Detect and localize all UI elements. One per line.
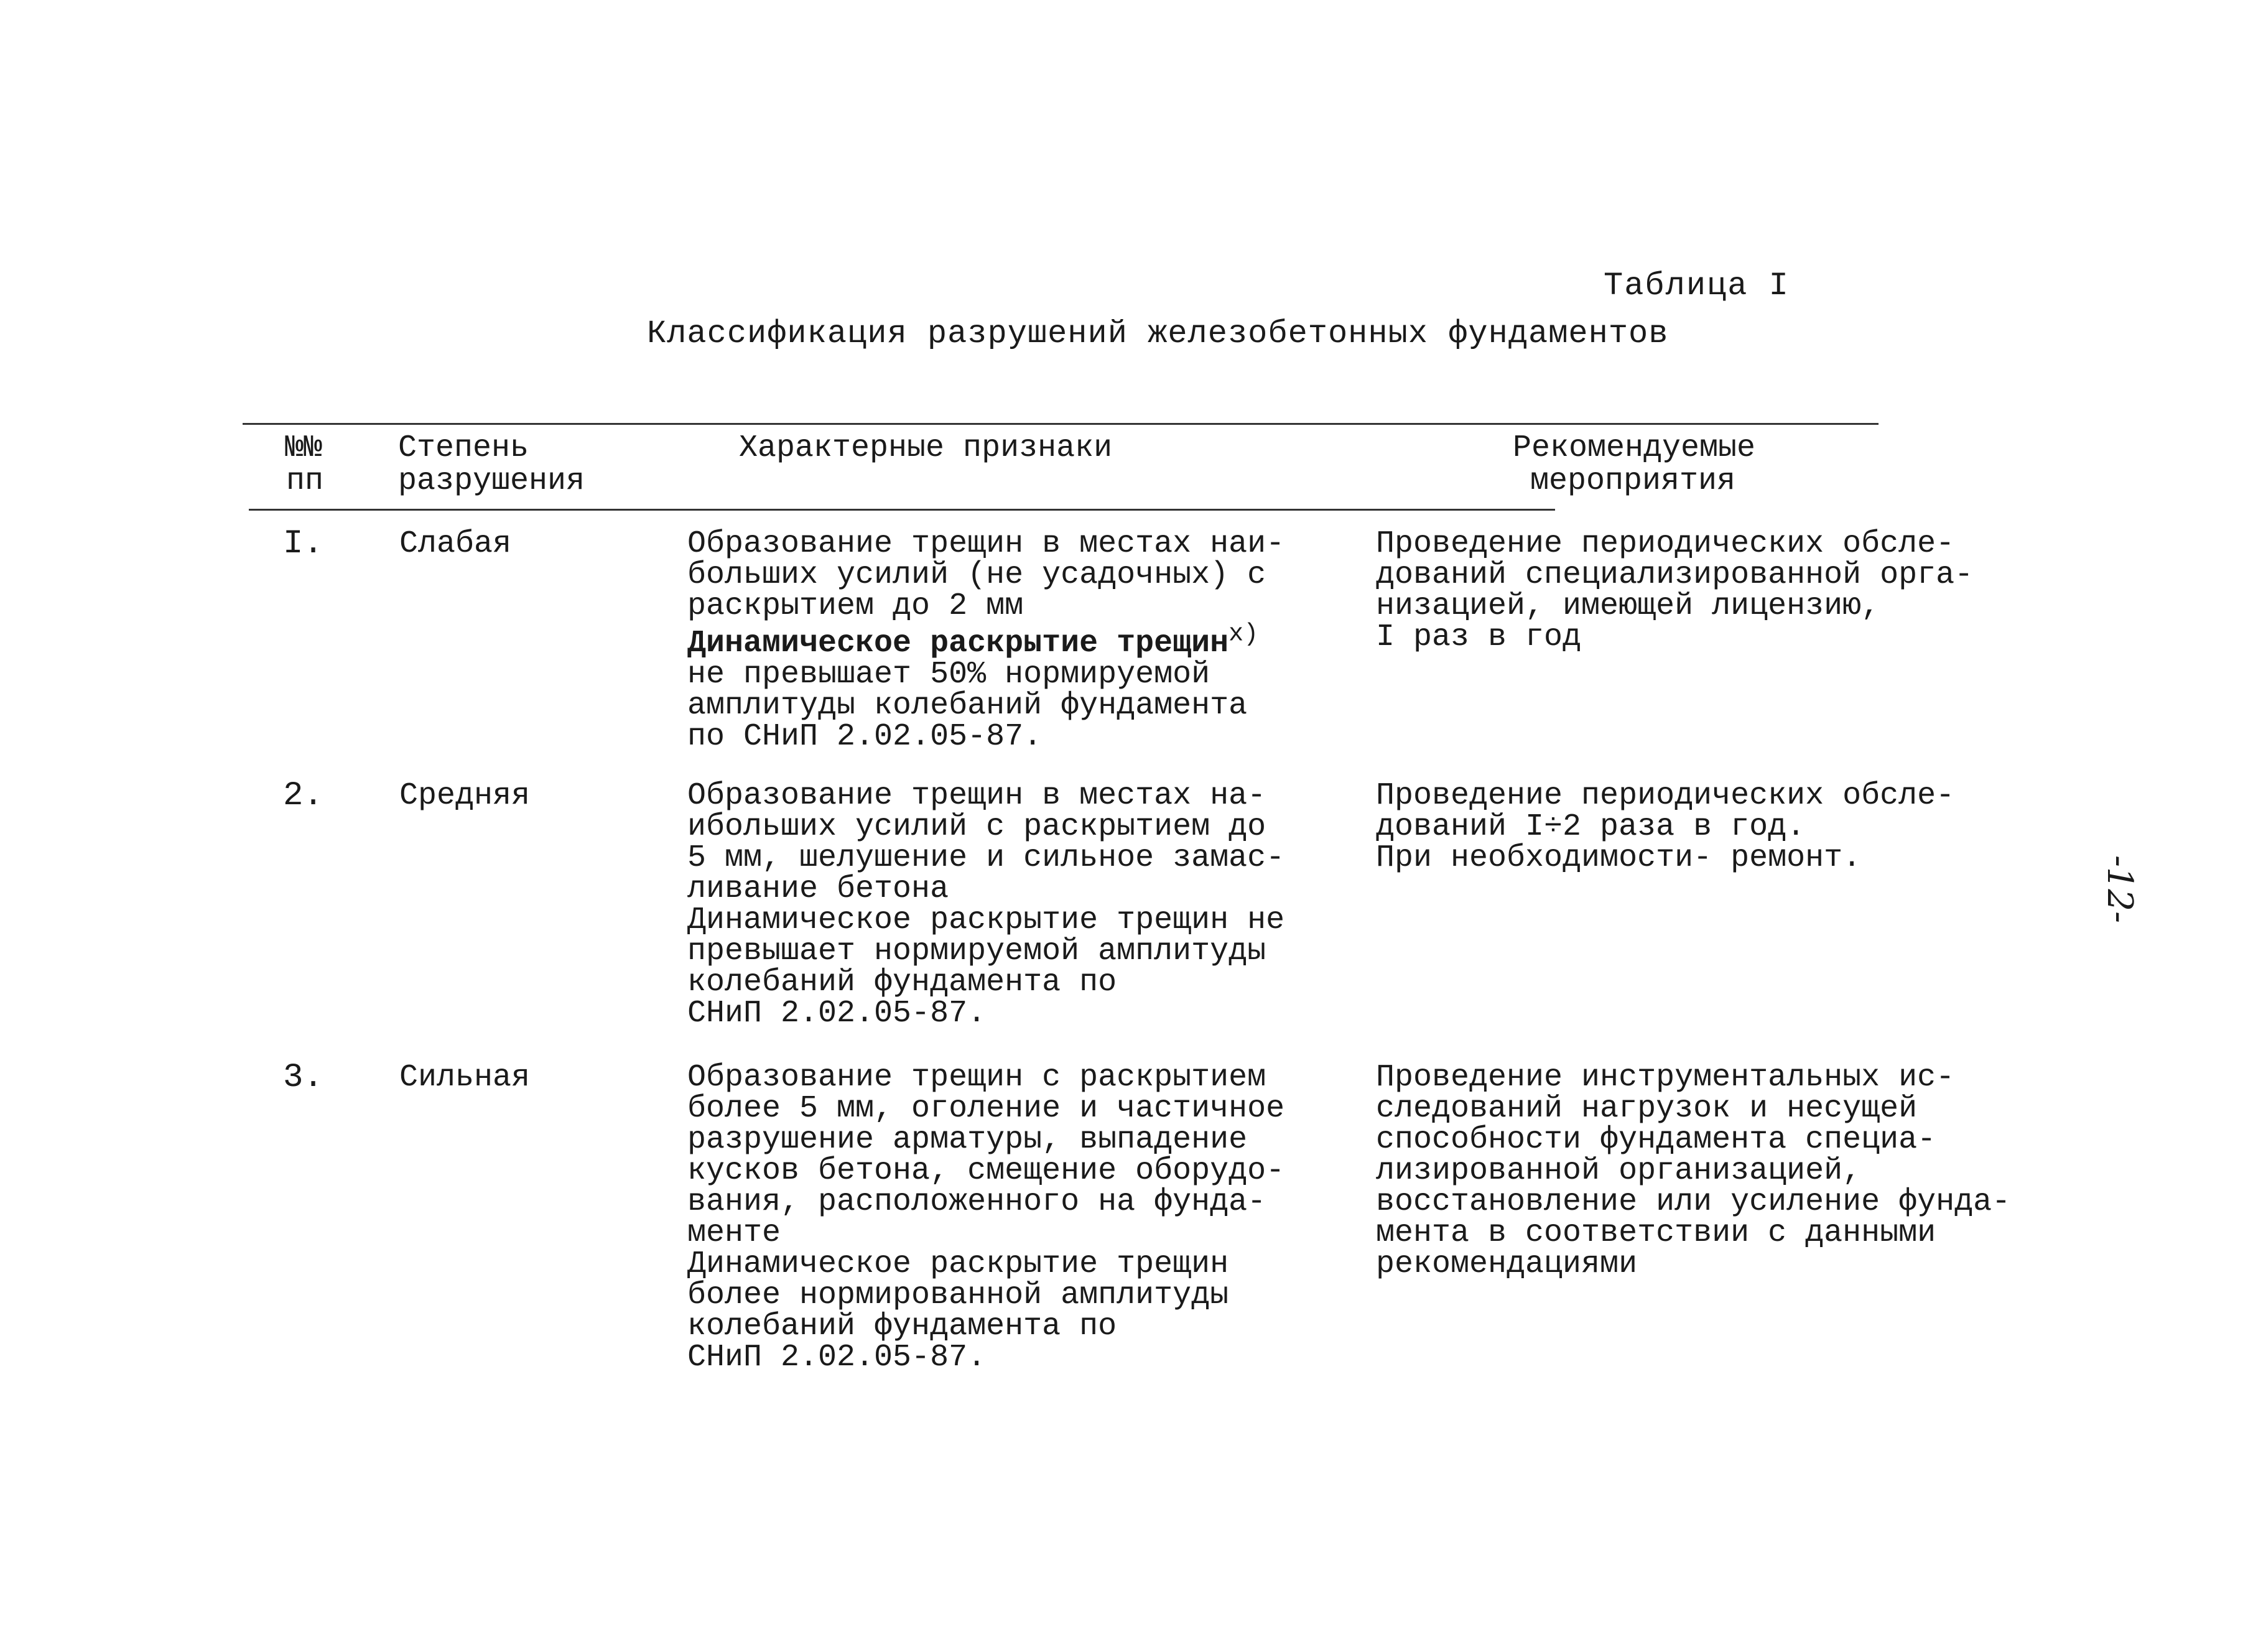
header-num-line2: пп: [286, 463, 324, 499]
row-1-signs-part2-line1: [687, 620, 1259, 661]
row-1-number: I.: [283, 525, 323, 563]
table-title: Классификация разрушений железобетонных фундаментов: [647, 315, 1669, 352]
header-signs: Характерные признаки: [739, 430, 1113, 466]
row-2-degree: Средняя: [399, 778, 531, 814]
row-3-degree: Сильная: [399, 1060, 531, 1095]
footnote-mark: x): [1229, 620, 1259, 649]
header-num-line1: №№: [285, 430, 323, 466]
header-degree-line1: Степень: [398, 430, 529, 466]
page-number: -12-: [2099, 855, 2140, 924]
row-1-signs-part2-text: Динамическое раскрытие трещин: [687, 626, 1229, 661]
header-measures-line2: мероприятия: [1530, 463, 1736, 499]
header-degree-line2: разрушения: [398, 463, 585, 499]
row-1-signs-part2-rest: не превышает 50% нормируемой амплитуды колебаний фундамента по СНиП 2.02.05-87.: [687, 657, 1248, 754]
row-2-signs: Образование трещин в местах на- ибольших усилий с раскрытием до 5 мм, шелушение и сильное замас- ливание бетона Динамическое раскрытие трещин не превышает нормируемой амплитуды колебаний фундамента по СНиП 2.02.05-87.: [687, 778, 1285, 1031]
row-1-signs-part1: Образование трещин в местах наи- больших усилий (не усадочных) с раскрытием до 2 мм: [687, 526, 1285, 624]
header-top-rule: [243, 423, 1879, 425]
row-3-measures: Проведение инструментальных ис- следований нагрузок и несущей способности фундамента специа- лизированной организацией, восстановление или усиление фунда- мента в соответствии с данными рекомендациями: [1376, 1060, 2011, 1282]
row-1-degree: Слабая: [399, 526, 512, 562]
header-bottom-rule: [249, 509, 1555, 511]
table-number: Таблица I: [1604, 267, 1790, 304]
row-1-measures: Проведение периодических обсле- дований специализированной орга- низацией, имеющей лицензию, I раз в год: [1376, 526, 1974, 655]
header-measures-line1: Рекомендуемые: [1513, 430, 1756, 466]
row-2-measures: Проведение периодических обсле- дований I÷2 раза в год. При необходимости- ремонт.: [1376, 778, 1955, 876]
row-3-number: 3.: [283, 1059, 323, 1097]
row-2-number: 2.: [283, 777, 323, 815]
row-3-signs: Образование трещин с раскрытием более 5 мм, оголение и частичное разрушение арматуры, выпадение кусков бетона, смещение оборудо- вания, расположенного на фунда- менте Динамическое раскрытие трещин более нормированной амплитуды колебаний фундамента по СНиП 2.02.05-87.: [687, 1060, 1285, 1375]
